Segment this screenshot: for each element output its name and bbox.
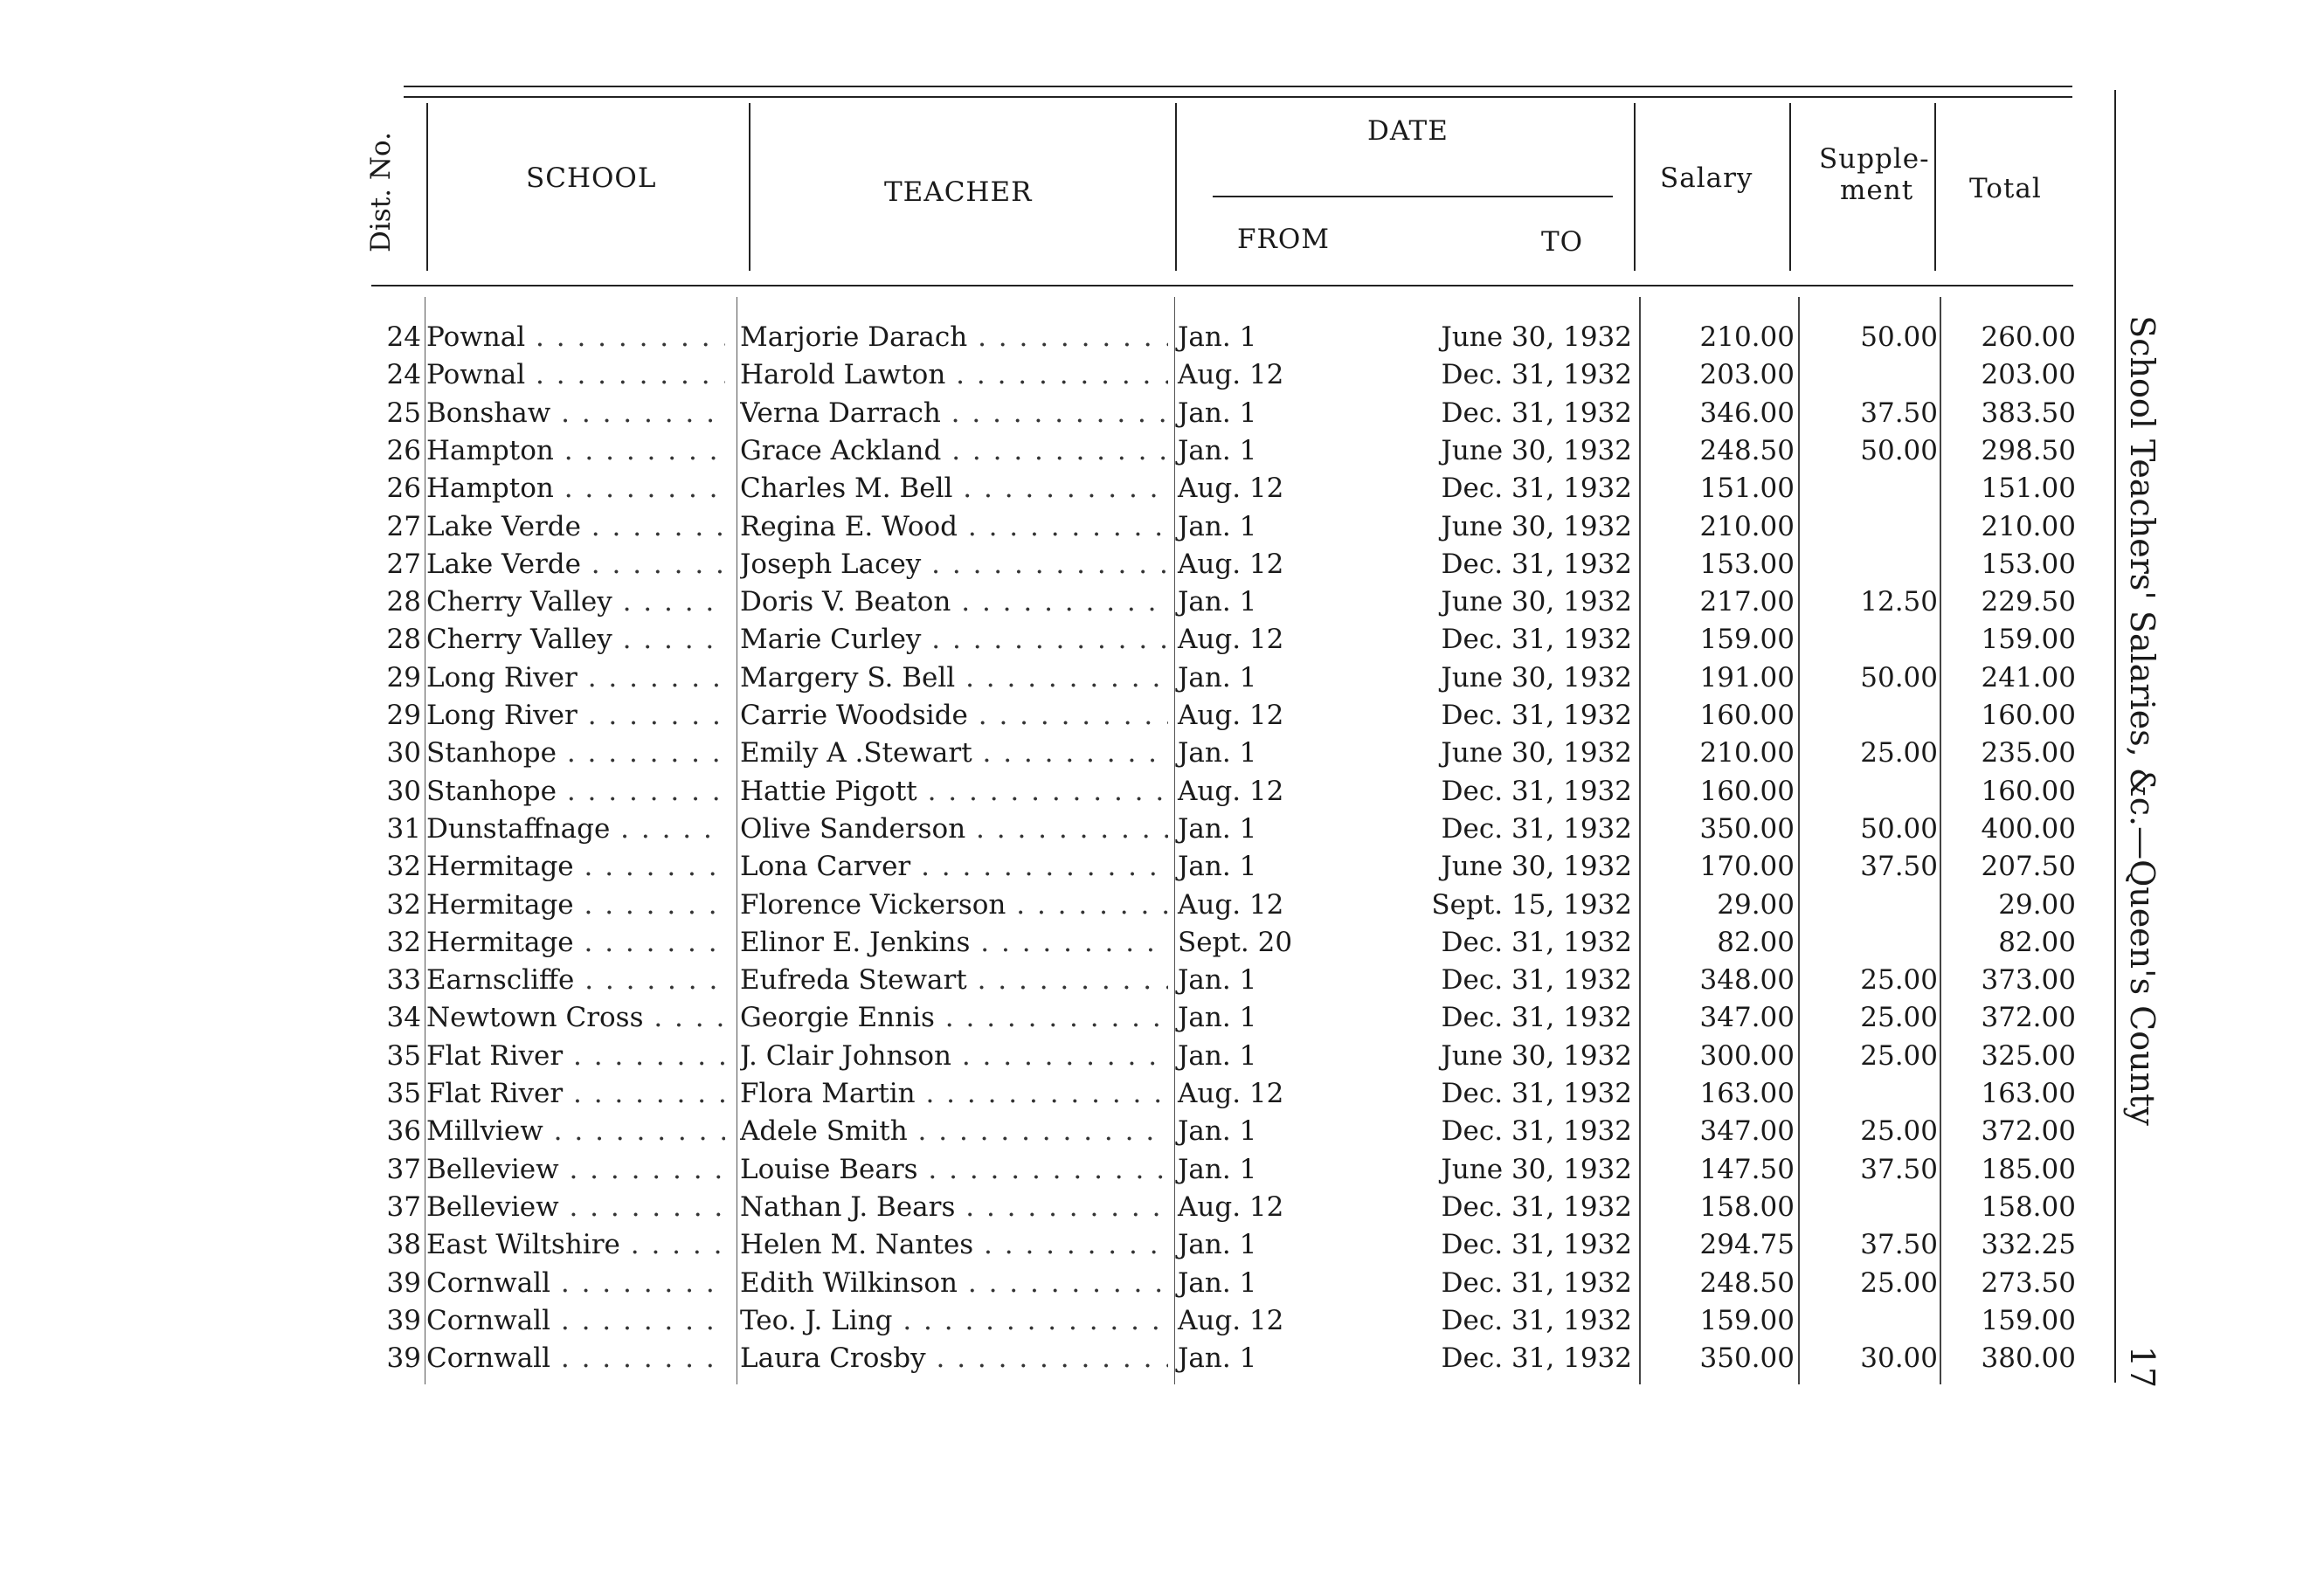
supplement-cell xyxy=(1805,887,1938,924)
to-date-cell: June 30, 1932 xyxy=(1441,1039,1632,1072)
dist-no-cell: 37 xyxy=(386,1153,421,1185)
from-date-cell: Jan. 1 xyxy=(1178,586,1257,618)
page-number: 17 xyxy=(2123,1345,2161,1389)
school-cell: Bonshaw . . . xyxy=(426,395,725,432)
total-cell: 82.00 xyxy=(1998,926,2076,958)
salary-cell: 159.00 xyxy=(1699,1304,1795,1336)
salary-cell: 210.00 xyxy=(1699,510,1795,542)
school-cell: Cherry Valley . . . xyxy=(426,583,725,621)
hdr-sep-teacher xyxy=(1175,103,1177,271)
school-cell: Lake Verde . . . xyxy=(426,546,725,583)
school-cell: Flat River . . . xyxy=(426,1075,725,1113)
supplement-cell: 25.00 xyxy=(1860,1266,1938,1299)
table-row xyxy=(0,432,2324,470)
supplement-cell: 25.00 xyxy=(1860,1002,1938,1034)
salary-cell: 170.00 xyxy=(1699,851,1795,883)
from-date-cell: Jan. 1 xyxy=(1178,434,1257,466)
dist-no-cell: 32 xyxy=(386,888,421,921)
dist-no-cell: 33 xyxy=(386,964,421,997)
total-cell: 207.50 xyxy=(1981,851,2076,883)
table-row xyxy=(0,395,2324,432)
teacher-cell: Adele Smith . . . xyxy=(740,1113,1168,1150)
total-cell: 159.00 xyxy=(1981,1304,2076,1336)
supplement-cell xyxy=(1805,508,1938,546)
teacher-cell: Hattie Pigott . . . xyxy=(740,773,1168,811)
salary-cell: 160.00 xyxy=(1699,700,1795,731)
dist-no-cell: 34 xyxy=(386,1002,421,1034)
dist-no-cell: 39 xyxy=(386,1342,421,1375)
to-date-cell: Dec. 31, 1932 xyxy=(1441,548,1632,580)
teacher-cell: Harold Lawton . . . xyxy=(740,356,1168,394)
supplement-cell xyxy=(1805,1075,1938,1113)
school-cell: Cornwall . . . xyxy=(426,1340,725,1377)
table-row xyxy=(0,546,2324,583)
dist-no-cell: 32 xyxy=(386,851,421,883)
total-cell: 298.50 xyxy=(1981,434,2076,466)
teacher-cell: Laura Crosby . . . xyxy=(740,1340,1168,1377)
header-salary: Salary xyxy=(1660,162,1753,194)
salary-cell: 248.50 xyxy=(1699,1266,1795,1299)
total-cell: 235.00 xyxy=(1981,737,2076,769)
supplement-cell: 50.00 xyxy=(1860,661,1938,693)
teacher-cell: Teo. J. Ling . . . xyxy=(740,1302,1168,1340)
school-cell: Cornwall . . . xyxy=(426,1302,725,1340)
dist-no-cell: 26 xyxy=(386,434,421,466)
salary-cell: 29.00 xyxy=(1717,888,1795,921)
dist-no-cell: 28 xyxy=(386,586,421,618)
salary-cell: 191.00 xyxy=(1699,661,1795,693)
school-cell: Belleview . . . xyxy=(426,1151,725,1189)
hdr-sep-date xyxy=(1634,103,1636,271)
total-cell: 372.00 xyxy=(1981,1115,2076,1148)
dist-no-cell: 28 xyxy=(386,624,421,656)
date-subrule xyxy=(1213,196,1613,197)
from-date-cell: Aug. 12 xyxy=(1178,1078,1284,1109)
hdr-sep-school xyxy=(749,103,750,271)
table-row xyxy=(0,811,2324,848)
header-date: DATE xyxy=(1367,115,1449,147)
hdr-sep-salary xyxy=(1789,103,1791,271)
from-date-cell: Aug. 12 xyxy=(1178,359,1284,391)
header-supplement-1: Supple- xyxy=(1819,143,1930,175)
salary-cell: 210.00 xyxy=(1699,737,1795,769)
total-cell: 372.00 xyxy=(1981,1002,2076,1034)
salary-cell: 210.00 xyxy=(1699,321,1795,353)
teacher-cell: Lona Carver . . . xyxy=(740,848,1168,886)
table-row xyxy=(0,319,2324,356)
to-date-cell: June 30, 1932 xyxy=(1441,321,1632,353)
header-supplement-2: ment xyxy=(1840,175,1914,206)
school-cell: Dunstaffnage . . . xyxy=(426,811,725,848)
supplement-cell xyxy=(1805,773,1938,811)
school-cell: Stanhope . . . xyxy=(426,735,725,772)
supplement-cell: 37.50 xyxy=(1860,1229,1938,1261)
table-row xyxy=(0,1075,2324,1113)
to-date-cell: Dec. 31, 1932 xyxy=(1441,812,1632,845)
salary-cell: 153.00 xyxy=(1699,548,1795,580)
from-date-cell: Aug. 12 xyxy=(1178,700,1284,731)
teacher-cell: Verna Darrach . . . xyxy=(740,395,1168,432)
to-date-cell: Dec. 31, 1932 xyxy=(1441,397,1632,429)
school-cell: Hermitage . . . xyxy=(426,887,725,924)
from-date-cell: Aug. 12 xyxy=(1178,775,1284,807)
school-cell: Millview . . . xyxy=(426,1113,725,1150)
total-cell: 29.00 xyxy=(1998,888,2076,921)
school-cell: Hampton . . . xyxy=(426,432,725,470)
table-row xyxy=(0,659,2324,697)
total-cell: 400.00 xyxy=(1981,812,2076,845)
salary-cell: 159.00 xyxy=(1699,624,1795,656)
salary-cell: 217.00 xyxy=(1699,586,1795,618)
table-row xyxy=(0,1265,2324,1302)
school-cell: Lake Verde . . . xyxy=(426,508,725,546)
to-date-cell: Sept. 15, 1932 xyxy=(1431,888,1632,921)
from-date-cell: Jan. 1 xyxy=(1178,812,1257,845)
header-to: TO xyxy=(1541,226,1584,258)
dist-no-cell: 35 xyxy=(386,1078,421,1109)
school-cell: Earnscliffe . . . xyxy=(426,962,725,999)
teacher-cell: Doris V. Beaton . . . xyxy=(740,583,1168,621)
table-row xyxy=(0,508,2324,546)
dist-no-cell: 24 xyxy=(386,321,421,353)
total-cell: 160.00 xyxy=(1981,700,2076,731)
from-date-cell: Jan. 1 xyxy=(1178,1002,1257,1034)
dist-no-cell: 29 xyxy=(386,700,421,731)
supplement-cell: 37.50 xyxy=(1860,397,1938,429)
salary-cell: 350.00 xyxy=(1699,1342,1795,1375)
teacher-cell: Joseph Lacey . . . xyxy=(740,546,1168,583)
teacher-cell: J. Clair Johnson . . . xyxy=(740,1038,1168,1075)
to-date-cell: Dec. 31, 1932 xyxy=(1441,1002,1632,1034)
to-date-cell: Dec. 31, 1932 xyxy=(1441,624,1632,656)
table-row xyxy=(0,887,2324,924)
supplement-cell xyxy=(1805,621,1938,659)
from-date-cell: Aug. 12 xyxy=(1178,548,1284,580)
teacher-cell: Olive Sanderson . . . xyxy=(740,811,1168,848)
table-row xyxy=(0,848,2324,886)
total-cell: 273.50 xyxy=(1981,1266,2076,1299)
supplement-cell: 25.00 xyxy=(1860,1039,1938,1072)
supplement-cell xyxy=(1805,1302,1938,1340)
from-date-cell: Jan. 1 xyxy=(1178,510,1257,542)
from-date-cell: Sept. 20 xyxy=(1178,926,1293,958)
supplement-cell xyxy=(1805,470,1938,507)
top-rule-1 xyxy=(404,86,2072,87)
table-row xyxy=(0,924,2324,962)
teacher-cell: Marjorie Darach . . . xyxy=(740,319,1168,356)
table-row xyxy=(0,999,2324,1037)
salary-cell: 346.00 xyxy=(1699,397,1795,429)
salary-cell: 203.00 xyxy=(1699,359,1795,391)
salary-cell: 350.00 xyxy=(1699,812,1795,845)
table-row xyxy=(0,1226,2324,1264)
table-row xyxy=(0,583,2324,621)
school-cell: Cornwall . . . xyxy=(426,1265,725,1302)
salary-cell: 248.50 xyxy=(1699,434,1795,466)
dist-no-cell: 37 xyxy=(386,1190,421,1223)
from-date-cell: Jan. 1 xyxy=(1178,851,1257,883)
school-cell: Hermitage . . . xyxy=(426,924,725,962)
to-date-cell: June 30, 1932 xyxy=(1441,1153,1632,1185)
to-date-cell: June 30, 1932 xyxy=(1441,510,1632,542)
salary-cell: 82.00 xyxy=(1717,926,1795,958)
from-date-cell: Aug. 12 xyxy=(1178,1190,1284,1223)
table-row xyxy=(0,1113,2324,1150)
dist-no-cell: 39 xyxy=(386,1304,421,1336)
from-date-cell: Jan. 1 xyxy=(1178,661,1257,693)
from-date-cell: Aug. 12 xyxy=(1178,888,1284,921)
table-row xyxy=(0,1151,2324,1189)
school-cell: Hampton . . . xyxy=(426,470,725,507)
to-date-cell: June 30, 1932 xyxy=(1441,434,1632,466)
dist-no-cell: 27 xyxy=(386,510,421,542)
supplement-cell xyxy=(1805,1189,1938,1226)
school-cell: Long River . . . xyxy=(426,659,725,697)
supplement-cell xyxy=(1805,697,1938,735)
to-date-cell: Dec. 31, 1932 xyxy=(1441,359,1632,391)
to-date-cell: Dec. 31, 1932 xyxy=(1441,1229,1632,1261)
table-row xyxy=(0,1189,2324,1226)
school-cell: Belleview . . . xyxy=(426,1189,725,1226)
from-date-cell: Jan. 1 xyxy=(1178,964,1257,997)
table-row xyxy=(0,1038,2324,1075)
total-cell: 383.50 xyxy=(1981,397,2076,429)
supplement-cell: 25.00 xyxy=(1860,1115,1938,1148)
to-date-cell: Dec. 31, 1932 xyxy=(1441,1266,1632,1299)
total-cell: 203.00 xyxy=(1981,359,2076,391)
supplement-cell: 50.00 xyxy=(1860,321,1938,353)
from-date-cell: Jan. 1 xyxy=(1178,1039,1257,1072)
school-cell: Pownal . . . xyxy=(426,356,725,394)
to-date-cell: Dec. 31, 1932 xyxy=(1441,775,1632,807)
school-cell: Newtown Cross . . . xyxy=(426,999,725,1037)
supplement-cell: 50.00 xyxy=(1860,812,1938,845)
to-date-cell: Dec. 31, 1932 xyxy=(1441,700,1632,731)
teacher-cell: Marie Curley . . . xyxy=(740,621,1168,659)
salary-cell: 163.00 xyxy=(1699,1078,1795,1109)
to-date-cell: Dec. 31, 1932 xyxy=(1441,1078,1632,1109)
teacher-cell: Florence Vickerson . . . xyxy=(740,887,1168,924)
from-date-cell: Aug. 12 xyxy=(1178,473,1284,505)
dist-no-cell: 25 xyxy=(386,397,421,429)
total-cell: 163.00 xyxy=(1981,1078,2076,1109)
table-row xyxy=(0,470,2324,507)
salary-cell: 294.75 xyxy=(1699,1229,1795,1261)
total-cell: 210.00 xyxy=(1981,510,2076,542)
supplement-cell xyxy=(1805,924,1938,962)
header-dist-no: Dist. No. xyxy=(365,132,397,252)
table-row xyxy=(0,735,2324,772)
teacher-cell: Louise Bears . . . xyxy=(740,1151,1168,1189)
total-cell: 373.00 xyxy=(1981,964,2076,997)
total-cell: 185.00 xyxy=(1981,1153,2076,1185)
total-cell: 158.00 xyxy=(1981,1190,2076,1223)
dist-no-cell: 30 xyxy=(386,775,421,807)
school-cell: Flat River . . . xyxy=(426,1038,725,1075)
to-date-cell: June 30, 1932 xyxy=(1441,851,1632,883)
total-cell: 153.00 xyxy=(1981,548,2076,580)
from-date-cell: Jan. 1 xyxy=(1178,321,1257,353)
from-date-cell: Jan. 1 xyxy=(1178,737,1257,769)
total-cell: 229.50 xyxy=(1981,586,2076,618)
school-cell: Cherry Valley . . . xyxy=(426,621,725,659)
to-date-cell: Dec. 31, 1932 xyxy=(1441,926,1632,958)
to-date-cell: Dec. 31, 1932 xyxy=(1441,1115,1632,1148)
teacher-cell: Charles M. Bell . . . xyxy=(740,470,1168,507)
hdr-sep-dist xyxy=(426,103,428,271)
salary-cell: 347.00 xyxy=(1699,1115,1795,1148)
to-date-cell: June 30, 1932 xyxy=(1441,661,1632,693)
supplement-cell: 50.00 xyxy=(1860,434,1938,466)
school-cell: Stanhope . . . xyxy=(426,773,725,811)
teacher-cell: Georgie Ennis . . . xyxy=(740,999,1168,1037)
teacher-cell: Emily A .Stewart . . . xyxy=(740,735,1168,772)
salary-cell: 347.00 xyxy=(1699,1002,1795,1034)
teacher-cell: Elinor E. Jenkins . . . xyxy=(740,924,1168,962)
supplement-cell: 30.00 xyxy=(1860,1342,1938,1375)
from-date-cell: Jan. 1 xyxy=(1178,1153,1257,1185)
hdr-sep-supp xyxy=(1934,103,1936,271)
salary-cell: 147.50 xyxy=(1699,1153,1795,1185)
dist-no-cell: 35 xyxy=(386,1039,421,1072)
teacher-cell: Grace Ackland . . . xyxy=(740,432,1168,470)
supplement-cell: 25.00 xyxy=(1860,964,1938,997)
header-school: SCHOOL xyxy=(526,162,657,194)
from-date-cell: Aug. 12 xyxy=(1178,624,1284,656)
teacher-cell: Edith Wilkinson . . . xyxy=(740,1265,1168,1302)
dist-no-cell: 27 xyxy=(386,548,421,580)
supplement-cell: 37.50 xyxy=(1860,1153,1938,1185)
dist-no-cell: 31 xyxy=(386,812,421,845)
top-rule-2 xyxy=(404,96,2072,98)
dist-no-cell: 26 xyxy=(386,473,421,505)
salary-cell: 348.00 xyxy=(1699,964,1795,997)
table-row xyxy=(0,773,2324,811)
to-date-cell: Dec. 31, 1932 xyxy=(1441,1304,1632,1336)
table-row xyxy=(0,356,2324,394)
table-row xyxy=(0,1302,2324,1340)
to-date-cell: Dec. 31, 1932 xyxy=(1441,473,1632,505)
dist-no-cell: 38 xyxy=(386,1229,421,1261)
teacher-cell: Eufreda Stewart . . . xyxy=(740,962,1168,999)
from-date-cell: Jan. 1 xyxy=(1178,1342,1257,1375)
to-date-cell: Dec. 31, 1932 xyxy=(1441,1190,1632,1223)
teacher-cell: Helen M. Nantes . . . xyxy=(740,1226,1168,1264)
supplement-cell xyxy=(1805,356,1938,394)
to-date-cell: June 30, 1932 xyxy=(1441,586,1632,618)
total-cell: 159.00 xyxy=(1981,624,2076,656)
school-cell: East Wiltshire . . . xyxy=(426,1226,725,1264)
teacher-cell: Nathan J. Bears . . . xyxy=(740,1189,1168,1226)
teacher-cell: Margery S. Bell . . . xyxy=(740,659,1168,697)
total-cell: 160.00 xyxy=(1981,775,2076,807)
salary-cell: 158.00 xyxy=(1699,1190,1795,1223)
teacher-cell: Regina E. Wood . . . xyxy=(740,508,1168,546)
salary-cell: 160.00 xyxy=(1699,775,1795,807)
from-date-cell: Jan. 1 xyxy=(1178,397,1257,429)
total-cell: 260.00 xyxy=(1981,321,2076,353)
total-cell: 241.00 xyxy=(1981,661,2076,693)
teacher-cell: Carrie Woodside . . . xyxy=(740,697,1168,735)
supplement-cell: 37.50 xyxy=(1860,851,1938,883)
header-teacher: TEACHER xyxy=(884,176,1033,208)
dist-no-cell: 32 xyxy=(386,926,421,958)
dist-no-cell: 36 xyxy=(386,1115,421,1148)
table-row xyxy=(0,1340,2324,1377)
dist-no-cell: 24 xyxy=(386,359,421,391)
salary-cell: 300.00 xyxy=(1699,1039,1795,1072)
table-row xyxy=(0,697,2324,735)
total-cell: 332.25 xyxy=(1981,1229,2076,1261)
from-date-cell: Jan. 1 xyxy=(1178,1229,1257,1261)
supplement-cell: 25.00 xyxy=(1860,737,1938,769)
supplement-cell: 12.50 xyxy=(1860,586,1938,618)
to-date-cell: Dec. 31, 1932 xyxy=(1441,1342,1632,1375)
dist-no-cell: 30 xyxy=(386,737,421,769)
school-cell: Hermitage . . . xyxy=(426,848,725,886)
school-cell: Pownal . . . xyxy=(426,319,725,356)
total-cell: 325.00 xyxy=(1981,1039,2076,1072)
teacher-cell: Flora Martin . . . xyxy=(740,1075,1168,1113)
from-date-cell: Jan. 1 xyxy=(1178,1115,1257,1148)
salary-cell: 151.00 xyxy=(1699,473,1795,505)
dist-no-cell: 29 xyxy=(386,661,421,693)
to-date-cell: June 30, 1932 xyxy=(1441,737,1632,769)
school-cell: Long River . . . xyxy=(426,697,725,735)
header-bottom-rule xyxy=(371,285,2073,286)
supplement-cell xyxy=(1805,546,1938,583)
to-date-cell: Dec. 31, 1932 xyxy=(1441,964,1632,997)
dist-no-cell: 39 xyxy=(386,1266,421,1299)
total-cell: 151.00 xyxy=(1981,473,2076,505)
header-from: FROM xyxy=(1237,224,1331,255)
side-title: School Teachers' Salaries, &c.—Queen's County xyxy=(2123,315,2161,1126)
table-row xyxy=(0,962,2324,999)
header-total: Total xyxy=(1969,173,2042,204)
from-date-cell: Aug. 12 xyxy=(1178,1304,1284,1336)
from-date-cell: Jan. 1 xyxy=(1178,1266,1257,1299)
total-cell: 380.00 xyxy=(1981,1342,2076,1375)
table-row xyxy=(0,621,2324,659)
